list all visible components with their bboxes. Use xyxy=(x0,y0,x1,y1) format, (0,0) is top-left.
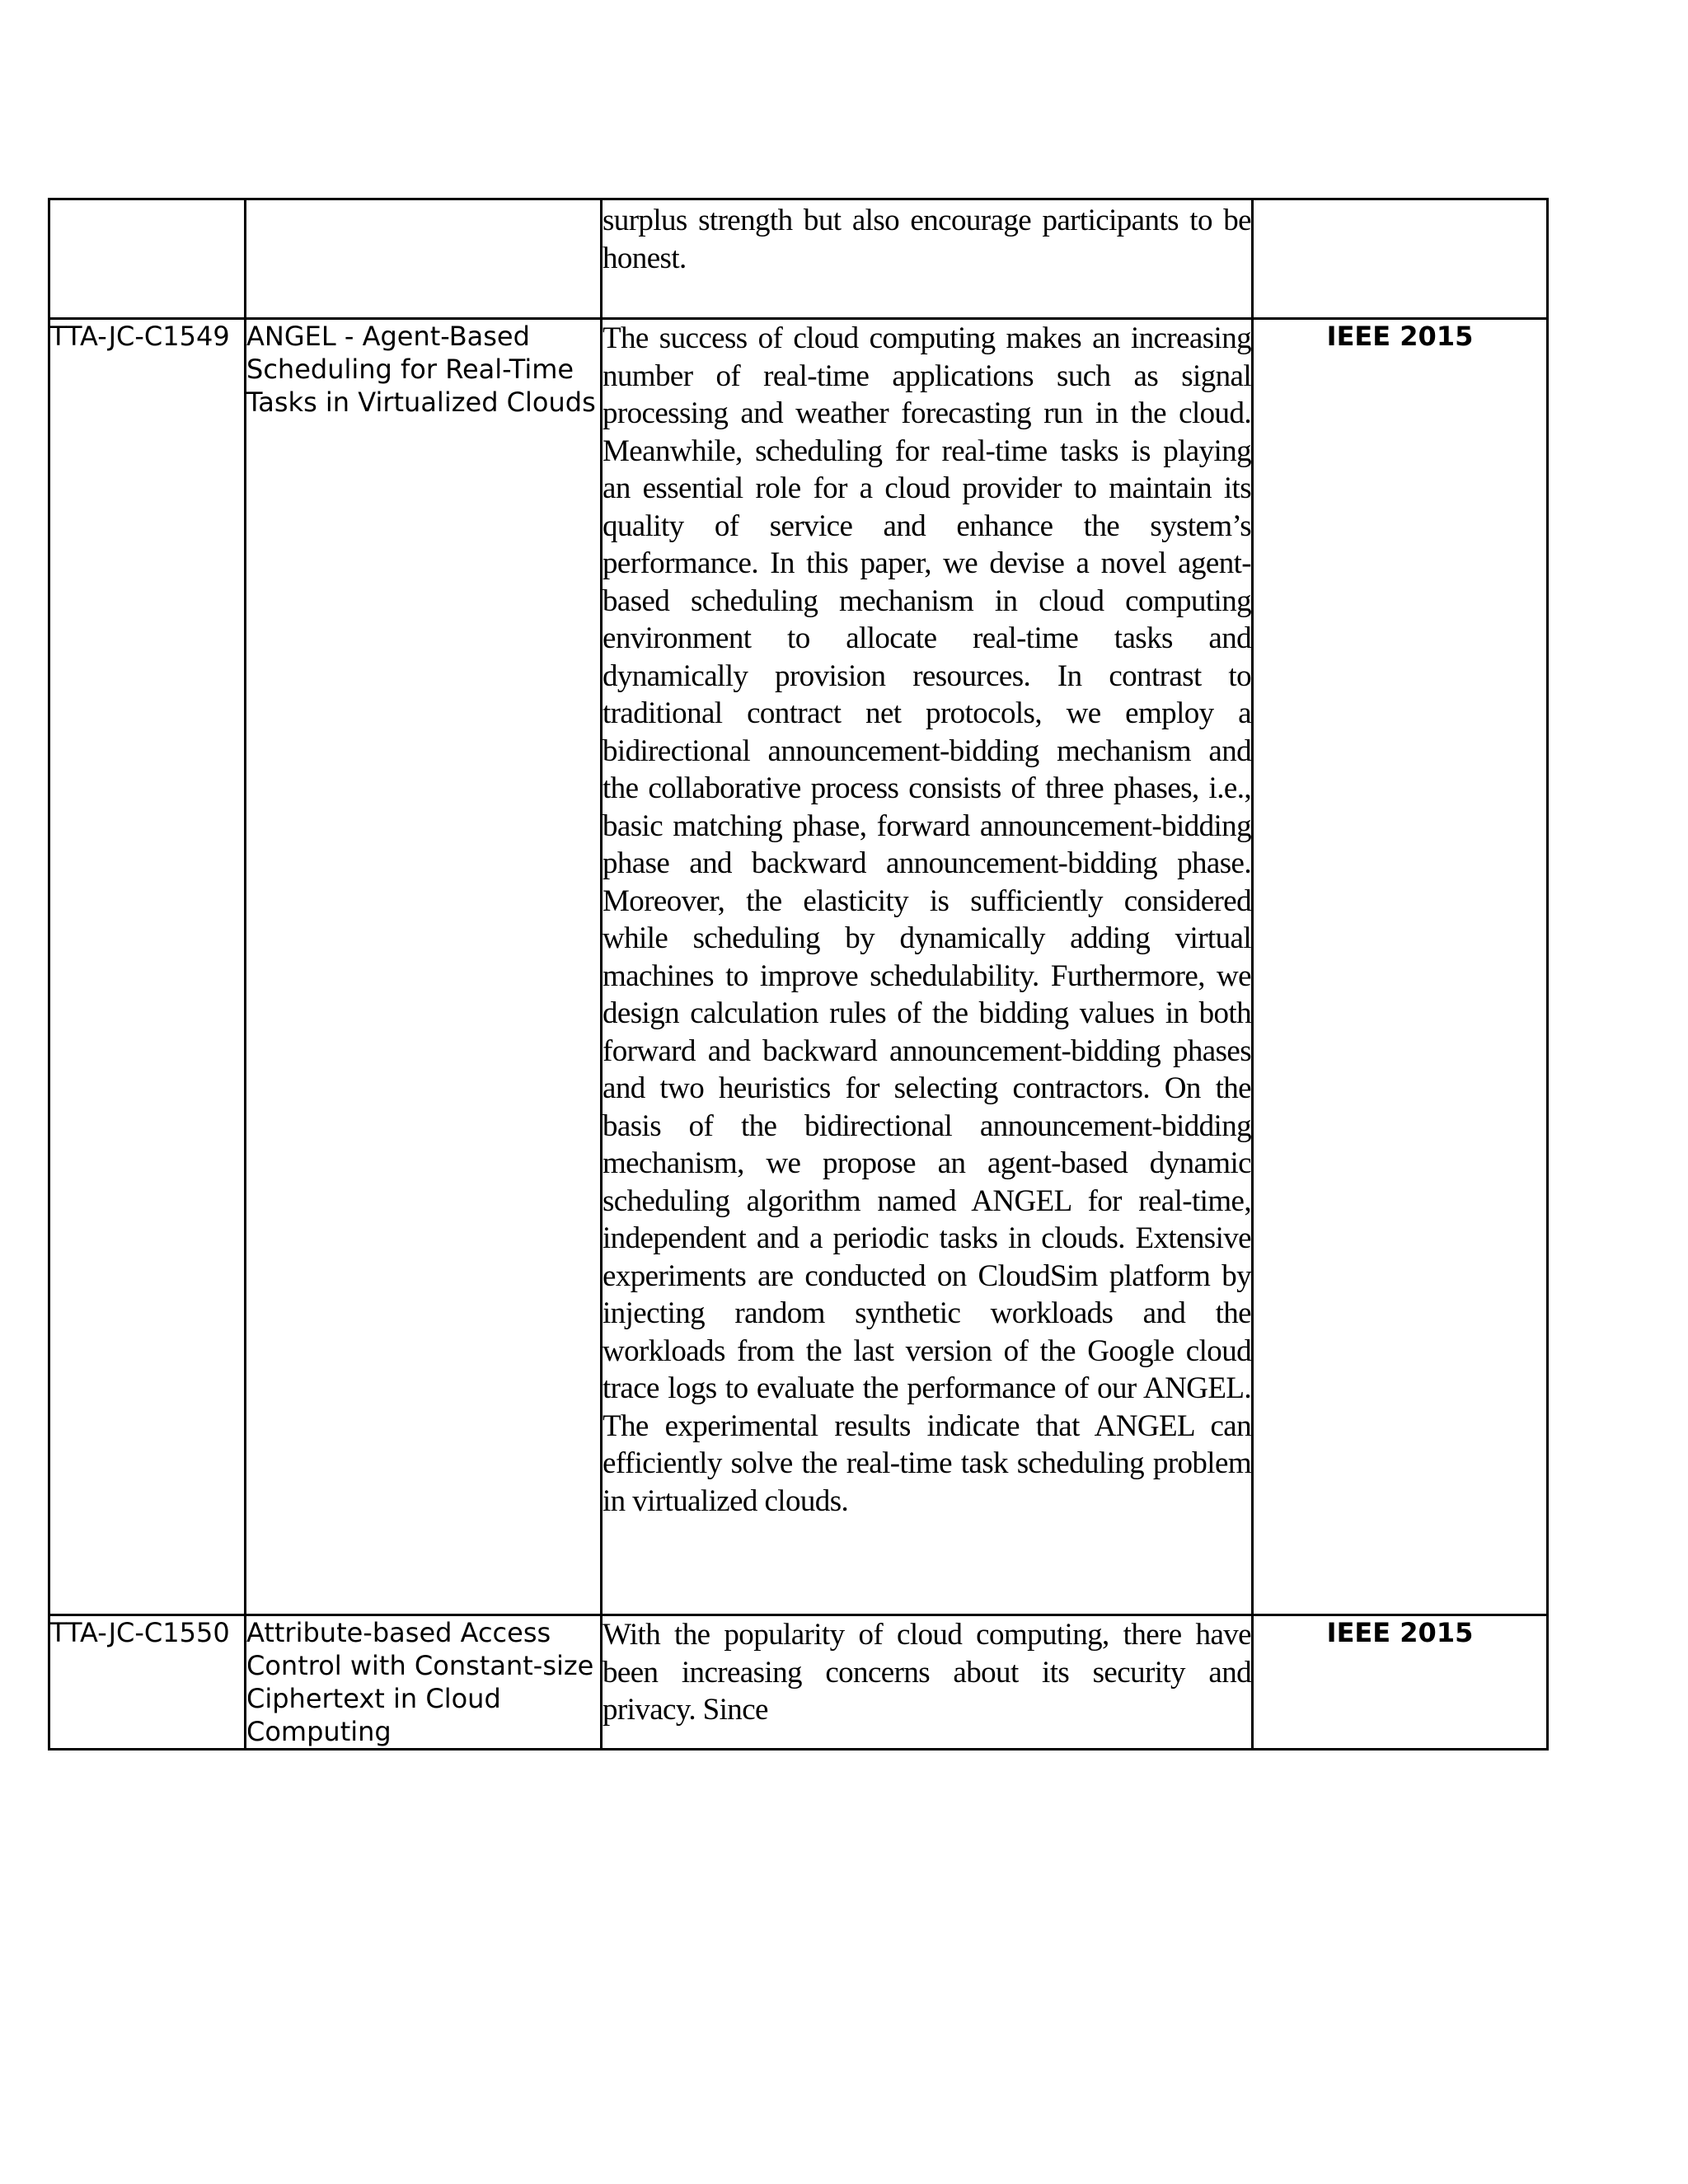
paper-abstract: With the popularity of cloud computing, there have been increasing concerns about its security and privacy. Since xyxy=(602,1615,1253,1750)
paper-code: TTA-JC-C1549 xyxy=(49,319,246,1615)
paper-publisher xyxy=(1253,199,1548,319)
paper-publisher: IEEE 2015 xyxy=(1253,319,1548,1615)
paper-list-table xyxy=(48,198,1549,1750)
paper-title xyxy=(246,199,602,319)
table-row xyxy=(49,1615,1548,1750)
paper-publisher: IEEE 2015 xyxy=(1253,1615,1548,1750)
paper-title: Attribute-based Access Control with Constant-size Ciphertext in Cloud Computing xyxy=(246,1615,602,1750)
paper-code: TTA-JC-C1550 xyxy=(49,1615,246,1750)
table-row xyxy=(49,199,1548,319)
paper-code xyxy=(49,199,246,319)
paper-title: ANGEL - Agent-Based Scheduling for Real-Time Tasks in Virtualized Clouds xyxy=(246,319,602,1615)
paper-abstract: The success of cloud computing makes an increasing number of real-time applications such as signal processing and weather forecasting run in the cloud. Meanwhile, scheduling for real-time tasks is playing an essential role for a cloud provider to maintain its quality of service and enhance the system’s performance. In this paper, we devise a novel agent-based scheduling mechanism in cloud computing environment to allocate real-time tasks and dynamically provision resources. In contrast to traditional contract net protocols, we employ a bidirectional announcement-bidding mechanism and the collaborative process consists of three phases, i.e., basic matching phase, forward announcement-bidding phase and backward announcement-bidding phase. Moreover, the elasticity is sufficiently considered while scheduling by dynamically adding virtual machines to improve schedulability. Furthermore, we design calculation rules of the bidding values in both forward and backward announcement-bidding phases and two heuristics for selecting contractors. On the basis of the bidirectional announcement-bidding mechanism, we propose an agent-based dynamic scheduling algorithm named ANGEL for real-time, independent and a periodic tasks in clouds. Extensive experiments are conducted on CloudSim platform by injecting random synthetic workloads and the workloads from the last version of the Google cloud trace logs to evaluate the performance of our ANGEL. The experimental results indicate that ANGEL can efficiently solve the real-time task scheduling problem in virtualized clouds. xyxy=(602,319,1253,1615)
table-row xyxy=(49,319,1548,1615)
paper-abstract: surplus strength but also encourage participants to be honest. xyxy=(602,199,1253,319)
